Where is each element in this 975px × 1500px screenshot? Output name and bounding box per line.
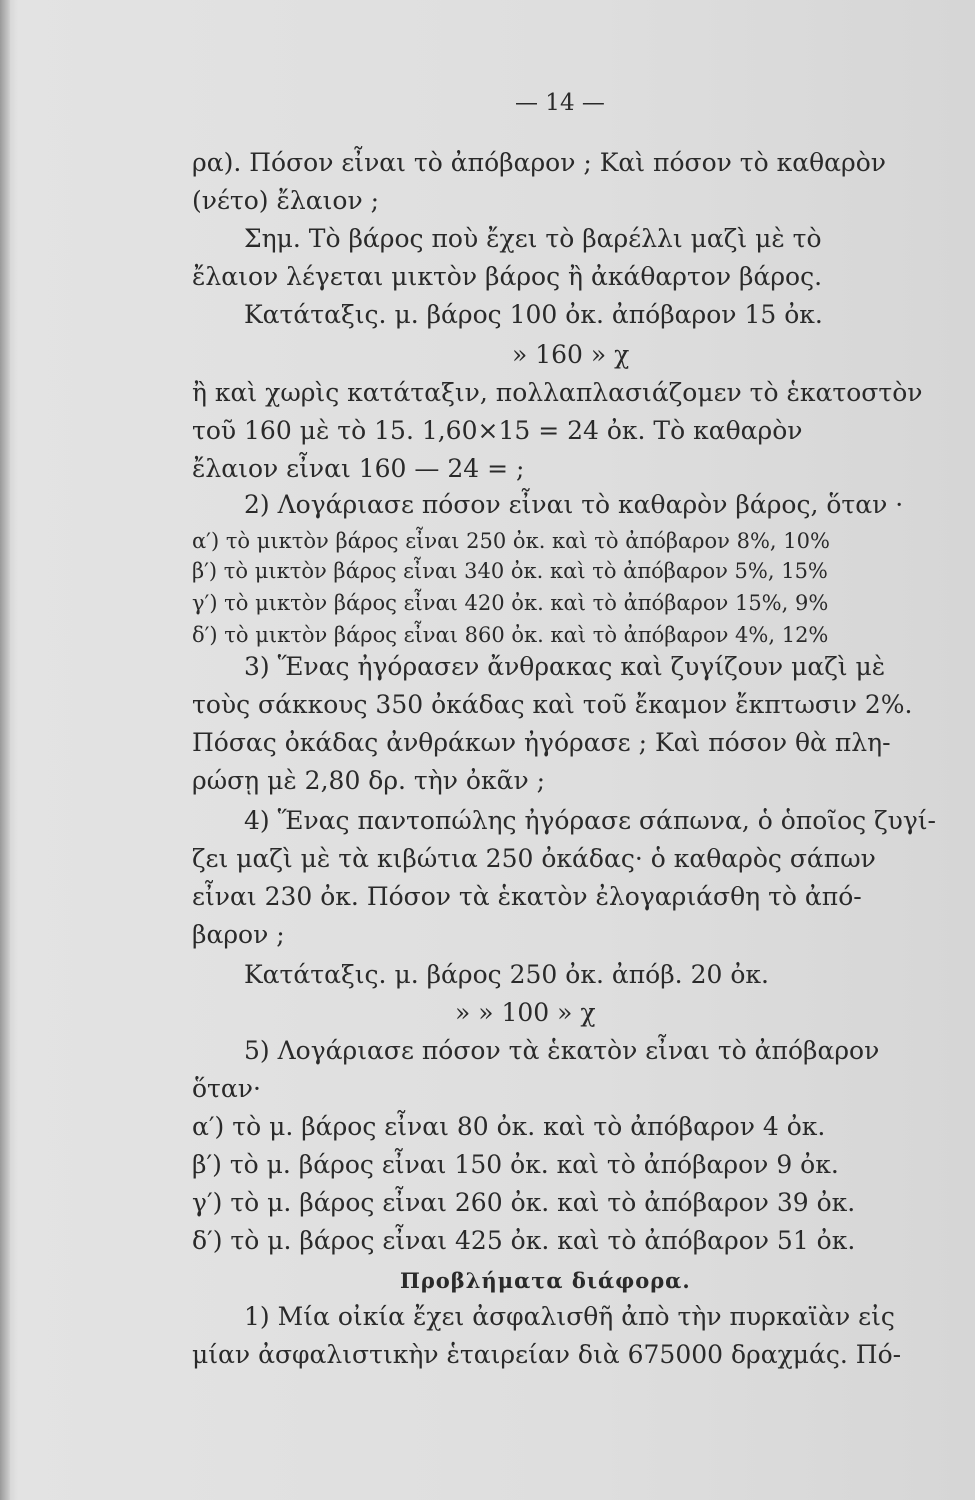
subitem-line: α′) τὸ μικτὸν βάρος εἶναι 250 ὀκ. καὶ τὸ ἀπόβαρον 8%, 10%	[192, 529, 830, 553]
subitem-line: δ′) τὸ μικτὸν βάρος εἶναι 860 ὀκ. καὶ τὸ ἀπόβαρον 4%, 12%	[192, 623, 829, 647]
text-line: μίαν ἀσφαλιστικὴν ἑταιρείαν διὰ 675000 δραχμάς. Πό-	[192, 1340, 902, 1369]
problem-line: 3) Ἕνας ἠγόρασεν ἄνθρακας καὶ ζυγίζουν μαζὶ μὲ	[244, 652, 886, 681]
text-line: ἢ καὶ χωρὶς κατάταξιν, πολλαπλασιάζομεν τὸ ἑκατοστὸν	[192, 378, 923, 407]
text-line: ἔλαιον λέγεται μικτὸν βάρος ἢ ἀκάθαρτον βάρος.	[192, 262, 823, 291]
subitem-line: γ′) τὸ μ. βάρος εἶναι 260 ὀκ. καὶ τὸ ἀπόβαρον 39 ὀκ.	[192, 1188, 856, 1217]
arrangement-line: Κατάταξις. μ. βάρος 250 ὀκ. ἀπόβ. 20 ὀκ.	[244, 960, 769, 989]
text-line: ρώσῃ μὲ 2,80 δρ. τὴν ὀκᾶν ;	[192, 766, 546, 795]
arrangement-line: Κατάταξις. μ. βάρος 100 ὀκ. ἀπόβαρον 15 ὀκ.	[244, 300, 823, 329]
page-number: — 14 —	[515, 90, 605, 116]
text-line: (νέτο) ἔλαιον ;	[192, 186, 380, 215]
text-line: τοὺς σάκκους 350 ὀκάδας καὶ τοῦ ἔκαμον ἔκπτωσιν 2%.	[192, 690, 913, 719]
text-line: ρα). Πόσον εἶναι τὸ ἀπόβαρον ; Καὶ πόσον τὸ καθαρὸν	[192, 148, 886, 177]
problem-line: 2) Λογάριασε πόσον εἶναι τὸ καθαρὸν βάρος, ὅταν ·	[244, 490, 904, 519]
subitem-line: β′) τὸ μ. βάρος εἶναι 150 ὀκ. καὶ τὸ ἀπόβαρον 9 ὀκ.	[192, 1150, 839, 1179]
arrangement-line: » 160 » χ	[512, 340, 630, 369]
note-line: Σημ. Τὸ βάρος ποὺ ἔχει τὸ βαρέλλι μαζὶ μὲ τὸ	[244, 224, 822, 253]
text-line: ζει μαζὶ μὲ τὰ κιβώτια 250 ὀκάδας· ὁ καθαρὸς σάπων	[192, 844, 876, 873]
page-binding-edge	[0, 0, 10, 1500]
subitem-line: α′) τὸ μ. βάρος εἶναι 80 ὀκ. καὶ τὸ ἀπόβαρον 4 ὀκ.	[192, 1112, 826, 1141]
subitem-line: γ′) τὸ μικτὸν βάρος εἶναι 420 ὀκ. καὶ τὸ ἀπόβαρον 15%, 9%	[192, 591, 829, 615]
text-line: ὅταν·	[192, 1074, 261, 1103]
subitem-line: δ′) τὸ μ. βάρος εἶναι 425 ὀκ. καὶ τὸ ἀπόβαρον 51 ὀκ.	[192, 1226, 856, 1255]
problem-line: 1) Μία οἰκία ἔχει ἀσφαλισθῆ ἀπὸ τὴν πυρκαϊὰν εἰς	[244, 1302, 895, 1331]
text-line: εἶναι 230 ὀκ. Πόσον τὰ ἑκατὸν ἐλογαριάσθη τὸ ἀπό-	[192, 882, 862, 911]
text-line: τοῦ 160 μὲ τὸ 15. 1,60×15 = 24 ὀκ. Τὸ καθαρὸν	[192, 416, 803, 445]
text-line: Πόσας ὀκάδας ἀνθράκων ἠγόρασε ; Καὶ πόσον θὰ πλη-	[192, 728, 891, 757]
subitem-line: β′) τὸ μικτὸν βάρος εἶναι 340 ὀκ. καὶ τὸ ἀπόβαρον 5%, 15%	[192, 559, 828, 583]
problem-line: 4) Ἕνας παντοπώλης ἠγόρασε σάπωνα, ὁ ὁποῖος ζυγί-	[244, 806, 937, 835]
text-line: ἔλαιον εἶναι 160 — 24 = ;	[192, 454, 525, 483]
text-line: βαρον ;	[192, 920, 285, 949]
arrangement-line: » » 100 » χ	[455, 998, 596, 1027]
section-heading: Προβλήματα διάφορα.	[400, 1268, 691, 1293]
problem-line: 5) Λογάριασε πόσον τὰ ἑκατὸν εἶναι τὸ ἀπόβαρον	[244, 1036, 880, 1065]
